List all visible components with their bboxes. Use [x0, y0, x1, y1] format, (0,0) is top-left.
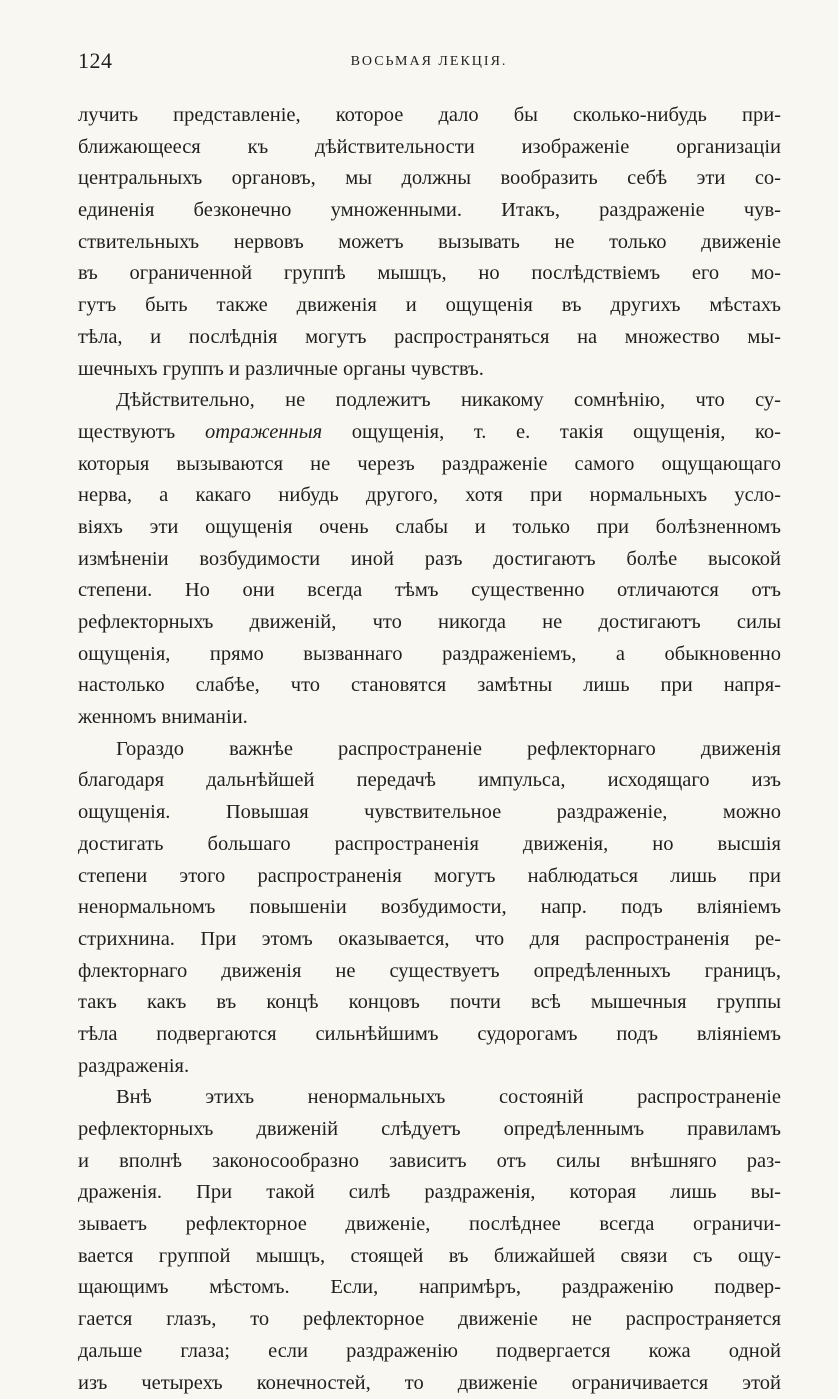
text-line: рефлекторныхъ движеній слѣдуетъ опредѣленнымъ правиламъ: [78, 1114, 781, 1146]
text-line: лучить представленіе, которое дало бы сколько-нибудь при-: [78, 100, 781, 132]
text-line: рефлекторныхъ движеній, что никогда не достигаютъ силы: [78, 607, 781, 639]
text-line: Внѣ этихъ ненормальныхъ состояній распространеніе: [78, 1082, 781, 1114]
page-number: 124: [78, 48, 113, 74]
text-line: тѣла, и послѣднія могутъ распространяться на множество мы-: [78, 322, 781, 354]
text-line: ненормальномъ повышеніи возбудимости, напр. подъ вліяніемъ: [78, 892, 781, 924]
text-line: Дѣйствительно, не подлежитъ никакому сомнѣнію, что су-: [78, 385, 781, 417]
text-line: благодаря дальнѣйшей передачѣ импульса, исходящаго изъ: [78, 765, 781, 797]
text-line: вается группой мышцъ, стоящей въ ближайшей связи съ ощу-: [78, 1241, 781, 1273]
text-line: ощущенія, прямо вызваннаго раздраженіемъ, а обыкновенно: [78, 639, 781, 671]
text-line: ощущенія. Повышая чувствительное раздраженіе, можно: [78, 797, 781, 829]
text-line: нерва, а какаго нибудь другого, хотя при нормальныхъ усло-: [78, 480, 781, 512]
text-line: измѣненіи возбудимости иной разъ достигаютъ болѣе высокой: [78, 544, 781, 576]
text-fragment: ществуютъ: [78, 421, 205, 443]
text-line: центральныхъ органовъ, мы должны вообразить себѣ эти со-: [78, 163, 781, 195]
text-line: тѣла подвергаются сильнѣйшимъ судорогамъ подъ вліяніемъ: [78, 1019, 781, 1051]
text-line: щающимъ мѣстомъ. Если, напримѣръ, раздраженію подвер-: [78, 1272, 781, 1304]
text-line: дальше глаза; если раздраженію подвергается кожа одной: [78, 1336, 781, 1368]
text-line: віяхъ эти ощущенія очень слабы и только при болѣзненномъ: [78, 512, 781, 544]
text-line: въ ограниченной группѣ мышцъ, но послѣдствіемъ его мо-: [78, 258, 781, 290]
text-line: раздраженія.: [78, 1051, 781, 1083]
text-line: стрихнина. При этомъ оказывается, что для распространенія ре-: [78, 924, 781, 956]
text-line: гается глазъ, то рефлекторное движеніе не распространяется: [78, 1304, 781, 1336]
text-line: которыя вызываются не черезъ раздраженіе самого ощущающаго: [78, 449, 781, 481]
text-line: степени этого распространенія могутъ наблюдаться лишь при: [78, 861, 781, 893]
text-line: флекторнаго движенія не существуетъ опредѣленныхъ границъ,: [78, 956, 781, 988]
text-line: такъ какъ въ концѣ концовъ почти всѣ мышечныя группы: [78, 987, 781, 1019]
text-line: драженія. При такой силѣ раздраженія, которая лишь вы-: [78, 1177, 781, 1209]
text-line: зываетъ рефлекторное движеніе, послѣднее всегда ограничи-: [78, 1209, 781, 1241]
italic-term: отраженныя: [205, 421, 322, 443]
text-line: достигать большаго распространенія движенія, но высшія: [78, 829, 781, 861]
body-text: [78, 100, 781, 1399]
text-line: изъ четырехъ конечностей, то движеніе ограничивается этой: [78, 1368, 781, 1399]
text-line: ствительныхъ нервовъ можетъ вызывать не только движеніе: [78, 227, 781, 259]
text-line-with-italic: [78, 417, 781, 449]
text-line: женномъ вниманіи.: [78, 702, 781, 734]
text-line: ближающееся къ дѣйствительности изображеніе организаціи: [78, 132, 781, 164]
page-header: [78, 48, 780, 78]
text-line: шечныхъ группъ и различные органы чувствъ.: [78, 354, 781, 386]
text-line: и вполнѣ законосообразно зависитъ отъ силы внѣшняго раз-: [78, 1146, 781, 1178]
text-line: единенія безконечно умноженными. Итакъ, раздраженіе чув-: [78, 195, 781, 227]
text-line: степени. Но они всегда тѣмъ существенно отличаются отъ: [78, 575, 781, 607]
running-head: ВОСЬМАЯ ЛЕКЦІЯ.: [78, 54, 780, 70]
text-line: настолько слабѣе, что становятся замѣтны лишь при напря-: [78, 670, 781, 702]
text-line: гутъ быть также движенія и ощущенія въ другихъ мѣстахъ: [78, 290, 781, 322]
text-line: Гораздо важнѣе распространеніе рефлекторнаго движенія: [78, 734, 781, 766]
text-fragment: ощущенія, т. е. такія ощущенія, ко-: [322, 421, 781, 443]
